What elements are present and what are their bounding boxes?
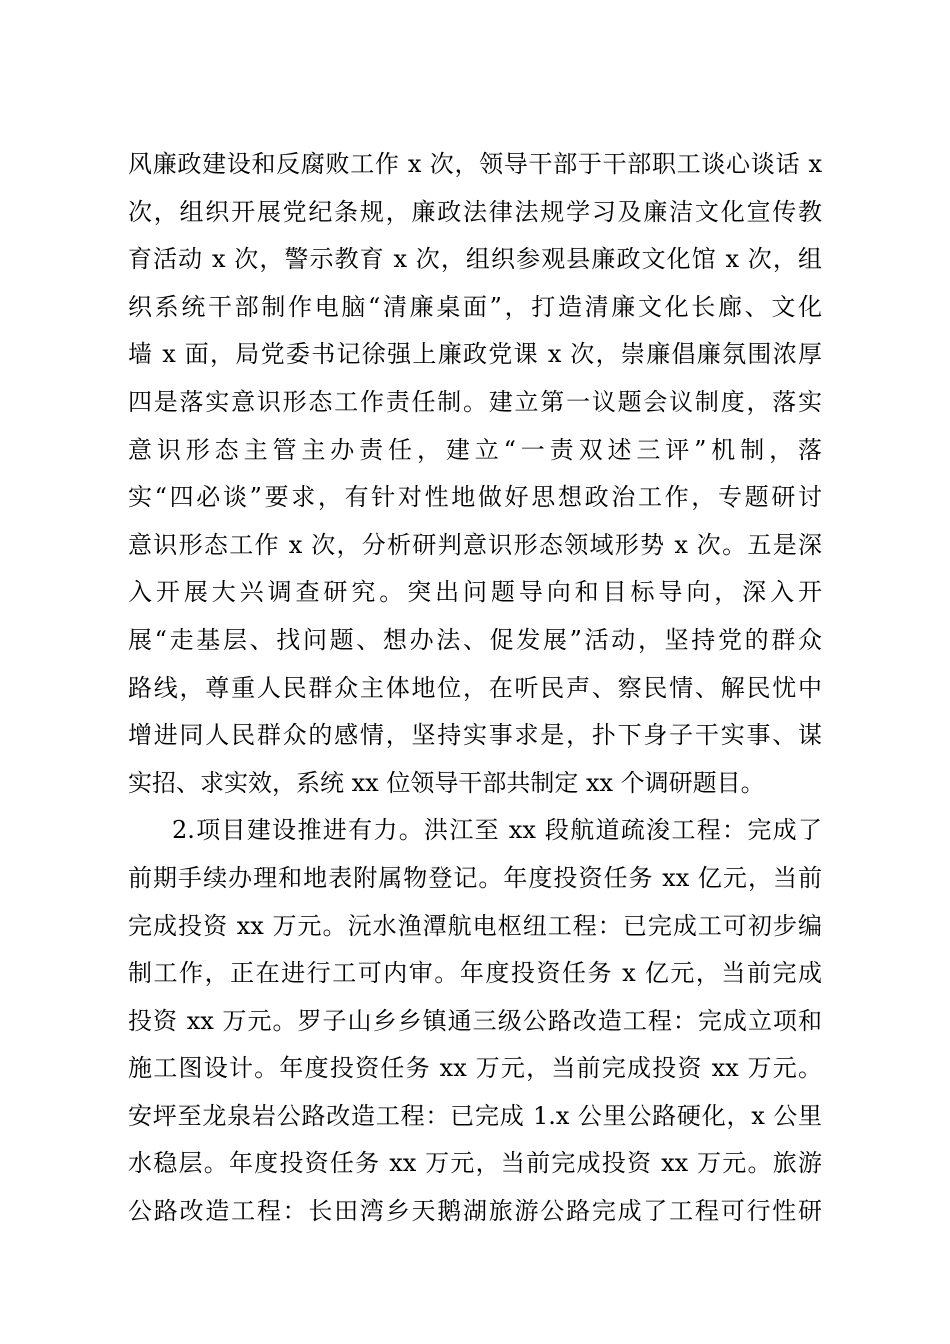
text-line: 育活动 x 次，警示教育 x 次，组织参观县廉政文化馆 x 次，组 — [128, 245, 822, 274]
text-line: 墙 x 面，局党委书记徐强上廉政党课 x 次，崇廉倡廉氛围浓厚 — [128, 340, 822, 369]
text-line: 四是落实意识形态工作责任制。建立第一议题会议制度，落实 — [128, 387, 822, 416]
text-line: 织系统干部制作电脑“清廉桌面”，打造清廉文化长廊、文化 — [128, 292, 822, 321]
text-line: 入开展大兴调查研究。突出问题导向和目标导向，深入开 — [128, 578, 822, 607]
text-line: 完成投资 xx 万元。沅水渔潭航电枢纽工程：已完成工可初步编 — [128, 911, 822, 940]
text-line: 制工作，正在进行工可内审。年度投资任务 x 亿元，当前完成 — [128, 959, 822, 988]
text-line: 意识形态主管主办责任，建立“一责双述三评”机制，落 — [128, 435, 822, 464]
text-line: 风廉政建设和反腐败工作 x 次，领导干部于干部职工谈心谈话 x — [128, 150, 822, 178]
text-line: 实招、求实效，系统 xx 位领导干部共制定 xx 个调研题目。 — [128, 768, 765, 797]
text-line: 实“四必谈”要求，有针对性地做好思想政治工作，专题研讨 — [128, 483, 822, 512]
text-line: 前期手续办理和地表附属物登记。年度投资任务 xx 亿元，当前 — [128, 863, 822, 892]
text-line: 投资 xx 万元。罗子山乡乡镇通三级公路改造工程：完成立项和 — [128, 1006, 822, 1035]
text-line: 公路改造工程：长田湾乡天鹅湖旅游公路完成了工程可行性研 — [128, 1197, 822, 1226]
body-text — [128, 141, 822, 1236]
text-line: 展“走基层、找问题、想办法、促发展”活动，坚持党的群众 — [128, 625, 822, 654]
text-line: 路线，尊重人民群众主体地位，在听民声、察民情、解民忧中 — [128, 673, 822, 702]
text-line: 增进同人民群众的感情，坚持实事求是，扑下身子干实事、谋 — [128, 721, 822, 750]
text-line: 次，组织开展党纪条规，廉政法律法规学习及廉洁文化宣传教 — [128, 197, 822, 226]
text-line: 意识形态工作 x 次，分析研判意识形态领域形势 x 次。五是深 — [128, 530, 822, 559]
text-line: 水稳层。年度投资任务 xx 万元，当前完成投资 xx 万元。旅游 — [128, 1149, 822, 1178]
text-line: 安坪至龙泉岩公路改造工程：已完成 1.x 公里公路硬化，x 公里 — [128, 1101, 822, 1130]
section-heading-line: 2.项目建设推进有力。洪江至 xx 段航道疏浚工程：完成了 — [172, 816, 822, 845]
text-line: 施工图设计。年度投资任务 xx 万元，当前完成投资 xx 万元。 — [128, 1054, 822, 1083]
